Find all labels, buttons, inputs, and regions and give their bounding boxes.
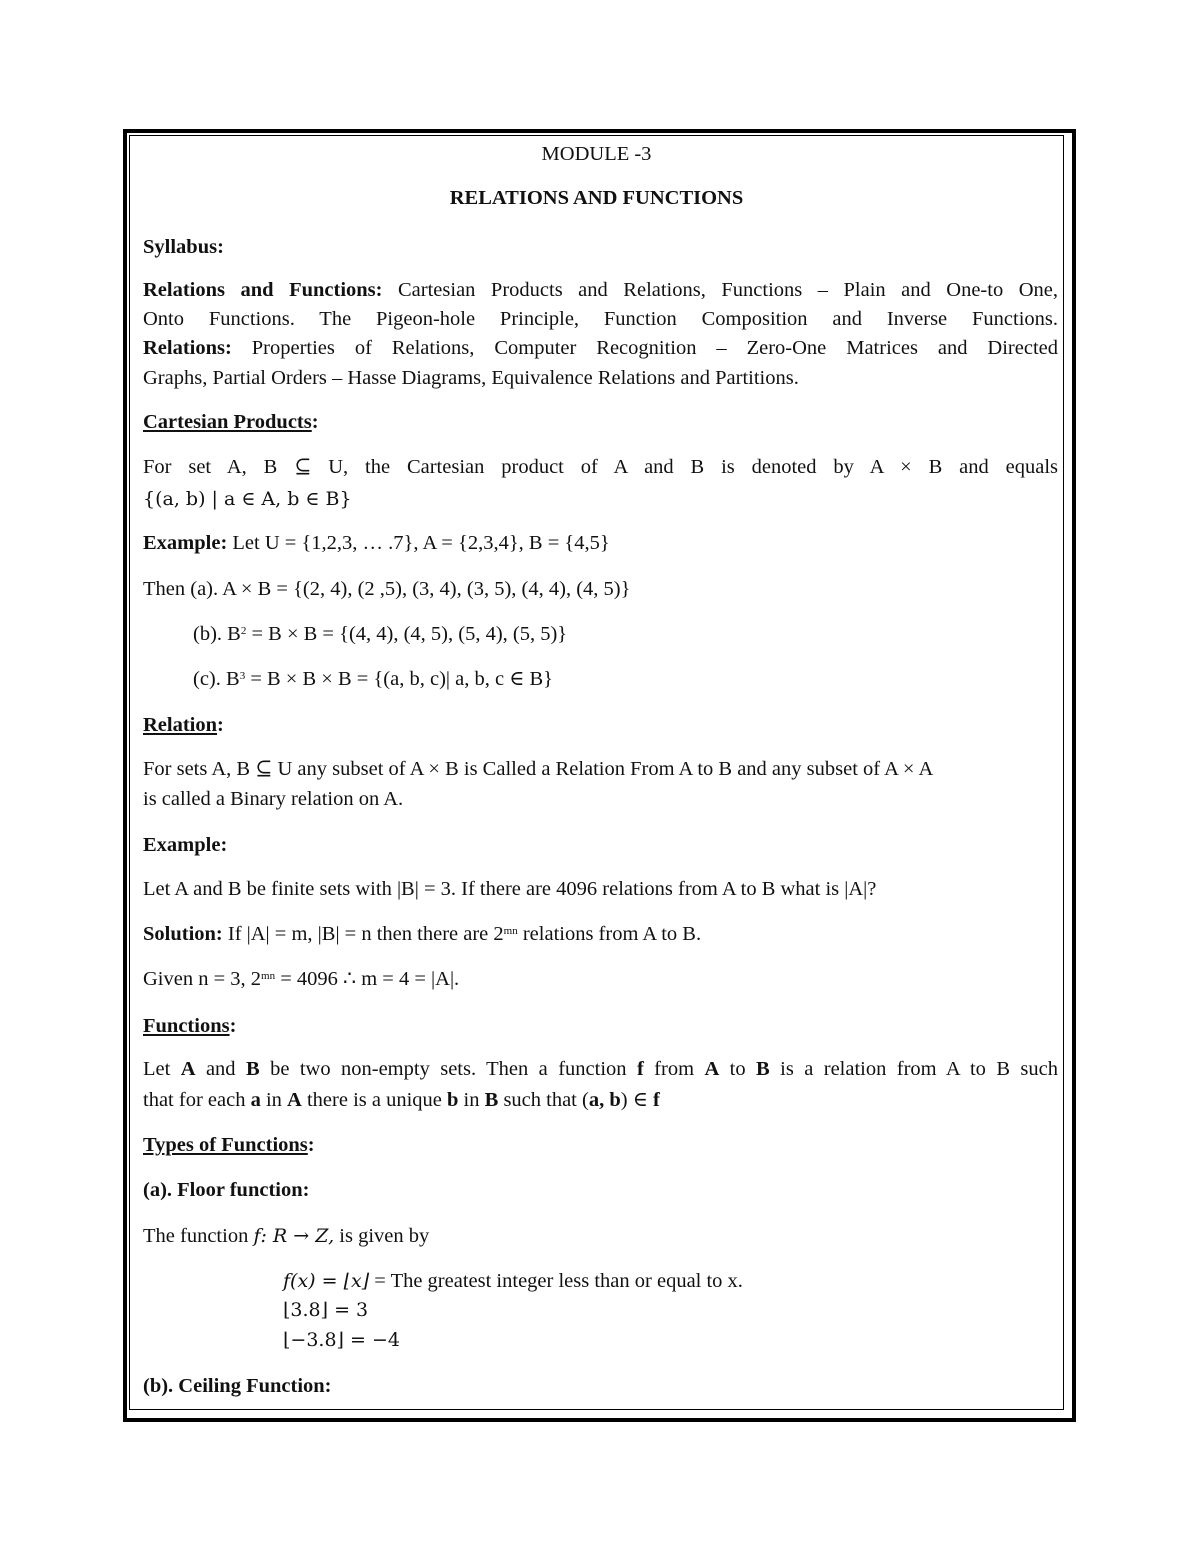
floor-function-heading: (a). Floor function: (143, 1179, 310, 1201)
cartesian-definition-line-1: For set A, B ⊆ U, the Cartesian product of A and B is denoted by A × B and equals (143, 456, 1058, 478)
cartesian-then-a: Then (a). A × B = {(2, 4), (2 ,5), (3, 4), (3, 5), (4, 4), (4, 5)} (143, 578, 631, 600)
relation-solution: Solution: If |A| = m, |B| = n then there are $2^{mn}$ relations from A to B. (143, 923, 702, 945)
page-title: MODULE -3 (541, 143, 652, 165)
relation-example-label: Example: (143, 834, 228, 856)
relation-definition-line-1: For sets A, B ⊆ U any subset of A × B is Called a Relation From A to B and any subset of A × A (143, 758, 934, 780)
relation-given: Given n = 3, $2^{mn} = 4096$ ∴ m = 4 = |A|. (143, 968, 460, 990)
functions-definition-line-1: Let A and B be two non-empty sets. Then a function f from A to B is a relation from A to B such (143, 1058, 1058, 1080)
floor-example-2: ⌊−3.8⌋ = −4 (283, 1329, 400, 1351)
cartesian-example: Example: Let U = {1,2,3, … .7}, A = {2,3,4}, B = {4,5} (143, 532, 610, 554)
functions-definition-line-2: that for each a in A there is a unique b in B such that (a, b) ∈ f (143, 1089, 660, 1111)
floor-example-1: ⌊3.8⌋ = 3 (283, 1299, 369, 1321)
cartesian-heading: Cartesian Products: (143, 411, 319, 433)
syllabus-line-1: Relations and Functions: Cartesian Products and Relations, Functions – Plain and One-to One, (143, 279, 1058, 301)
floor-function-intro: The function f: R → Z, is given by (143, 1225, 430, 1247)
floor-function-definition: f(x) = ⌊x⌋ = The greatest integer less than or equal to x. (283, 1270, 743, 1292)
relation-definition-line-2: is called a Binary relation on A. (143, 788, 404, 810)
syllabus-line-2: Onto Functions. The Pigeon-hole Principle, Function Composition and Inverse Functions. (143, 308, 1058, 330)
cartesian-b-cubed: (c). $B^3 = B \times B \times B = \{(a$, b, c)| a, b, c ∈ B} (193, 668, 554, 690)
functions-heading: Functions: (143, 1015, 237, 1037)
cartesian-definition-line-2: {(a, b) | a ∈ A, b ∈ B} (143, 488, 352, 510)
ceiling-function-heading: (b). Ceiling Function: (143, 1375, 332, 1397)
cartesian-b-squared: (b). $B^2 = B \times B = \{(4$, 4), (4, 5), (5, 4), (5, 5)} (193, 623, 568, 645)
syllabus-heading: Syllabus: (143, 236, 224, 258)
syllabus-line-3: Relations: Properties of Relations, Computer Recognition – Zero-One Matrices and Directed (143, 337, 1058, 359)
syllabus-line-4: Graphs, Partial Orders – Hasse Diagrams, Equivalence Relations and Partitions. (143, 367, 799, 389)
page-subtitle: RELATIONS AND FUNCTIONS (449, 187, 744, 209)
types-heading: Types of Functions: (143, 1134, 315, 1156)
relation-question: Let A and B be finite sets with |B| = 3. If there are 4096 relations from A to B what is |A|? (143, 878, 877, 900)
relation-heading: Relation: (143, 714, 224, 736)
